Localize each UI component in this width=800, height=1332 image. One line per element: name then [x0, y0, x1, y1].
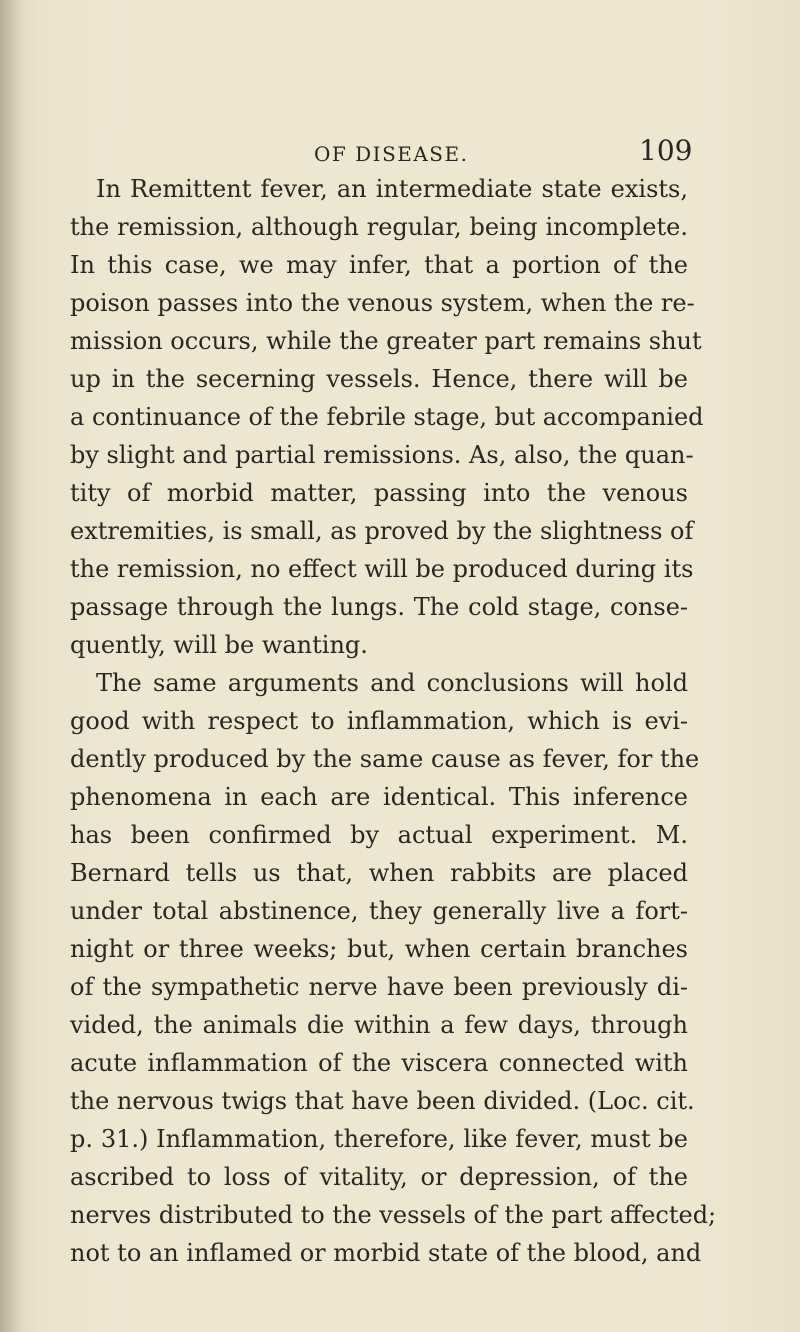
text-line: has been confirmed by actual experiment. M.	[70, 821, 688, 849]
text-line: by slight and partial remissions. As, also, the quan-	[70, 441, 694, 469]
text-line: the remission, although regular, being incomplete.	[70, 213, 688, 241]
text-line: Bernard tells us that, when rabbits are placed	[70, 859, 688, 887]
text-line: good with respect to inflammation, which is evi-	[70, 707, 688, 735]
binding-gutter-shadow	[0, 0, 22, 1332]
text-line: under total abstinence, they generally live a fort-	[70, 897, 688, 925]
text-line: quently, will be wanting.	[70, 631, 368, 659]
text-line: not to an inflamed or morbid state of the blood, and	[70, 1239, 702, 1267]
text-line: the remission, no effect will be produced during its	[70, 555, 694, 583]
text-line: nerves distributed to the vessels of the part affected;	[70, 1201, 717, 1229]
running-head	[0, 120, 800, 167]
text-line: In this case, we may infer, that a portion of the	[70, 251, 688, 279]
text-line: p. 31.) Inflammation, therefore, like fever, must be	[70, 1125, 688, 1153]
text-line: mission occurs, while the greater part remains shut	[70, 327, 702, 355]
text-line: ascribed to loss of vitality, or depression, of the	[70, 1163, 688, 1191]
page-number: 109	[639, 134, 693, 167]
text-line: the nervous twigs that have been divided. (Loc. cit.	[70, 1087, 695, 1115]
text-line: In Remittent fever, an intermediate state exists,	[96, 175, 688, 203]
running-title: OF DISEASE.	[314, 142, 469, 166]
text-line: vided, the animals die within a few days, through	[70, 1011, 688, 1039]
text-line: of the sympathetic nerve have been previously di-	[70, 973, 688, 1001]
text-line: poison passes into the venous system, when the re-	[70, 289, 695, 317]
text-line: extremities, is small, as proved by the slightness of	[70, 517, 694, 545]
text-line: tity of morbid matter, passing into the venous	[70, 479, 688, 507]
text-line: passage through the lungs. The cold stage, conse-	[70, 593, 688, 621]
text-line: night or three weeks; but, when certain branches	[70, 935, 688, 963]
text-line: up in the secerning vessels. Hence, there will be	[70, 365, 688, 393]
text-line: a continuance of the febrile stage, but accompanied	[70, 403, 704, 431]
text-line: The same arguments and conclusions will hold	[96, 669, 688, 697]
text-line: acute inflammation of the viscera connected with	[70, 1049, 688, 1077]
text-line: dently produced by the same cause as fever, for the	[70, 745, 700, 773]
text-line: phenomena in each are identical. This inference	[70, 783, 688, 811]
